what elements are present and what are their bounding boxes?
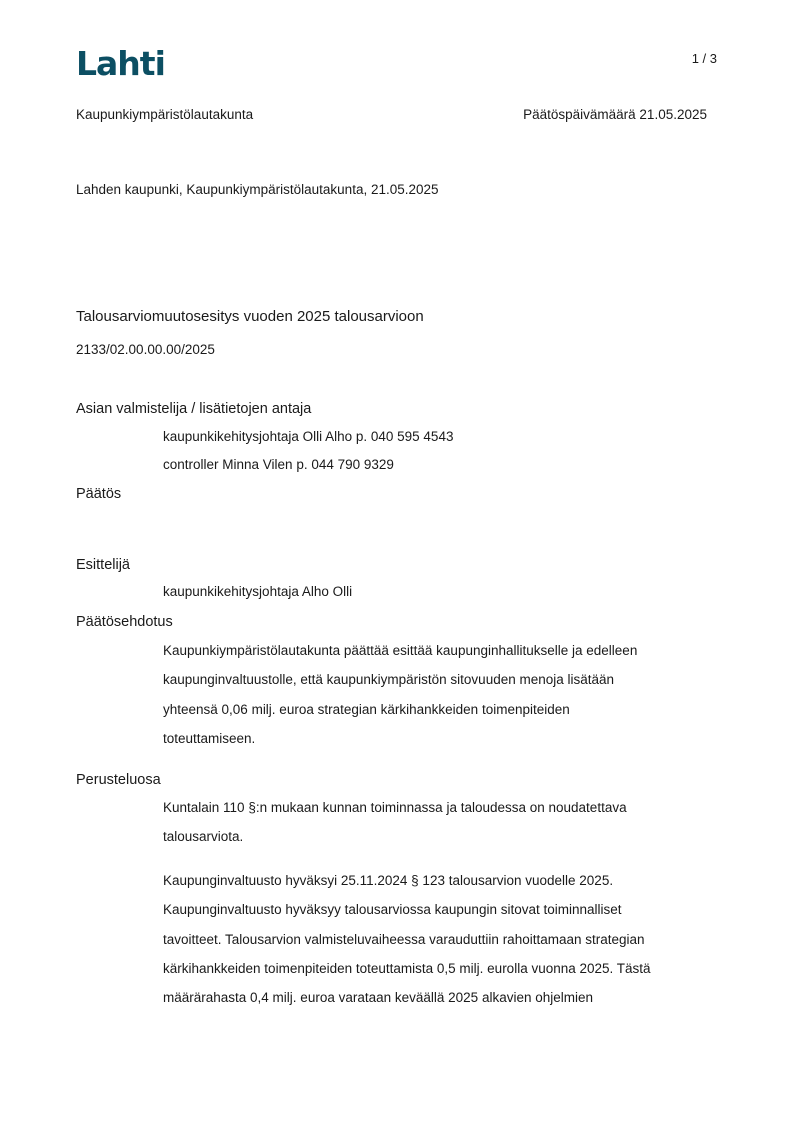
proposal-text [163,636,723,753]
document-title: Talousarviomuutosesitys vuoden 2025 talousarvioon [76,308,424,325]
rationale-line: tavoitteet. Talousarvion valmisteluvaiheessa varauduttiin rahoittamaan strategian [163,931,645,947]
case-number: 2133/02.00.00.00/2025 [76,342,215,357]
proposal-heading: Päätösehdotus [76,614,173,630]
rationale-line: määrärahasta 0,4 milj. euroa varataan keväällä 2025 alkavien ohjelmien [163,990,594,1006]
page-number: 1 / 3 [691,51,717,66]
proposal-line: Kaupunkiympäristölautakunta päättää esittää kaupunginhallitukselle ja edelleen [163,643,638,658]
presenter-heading: Esittelijä [76,557,130,573]
lahti-logo: Lahti [76,44,165,83]
rationale-heading: Perusteluosa [76,772,161,788]
preparer-line-2: controller Minna Vilen p. 044 790 9329 [163,457,394,472]
rationale-line: talousarviota. [163,829,244,845]
proposal-line: kaupunginvaltuustolle, että kaupunkiympäristön sitovuuden menoja lisätään [163,672,615,688]
rationale-line: kärkihankkeiden toimenpiteiden toteuttamista 0,5 milj. eurolla vuonna 2025. Tästä [163,960,651,976]
proposal-line: yhteensä 0,06 milj. euroa strategian kärkihankkeiden toimenpiteiden [163,701,570,717]
meeting-line: Lahden kaupunki, Kaupunkiympäristölautakunta, 21.05.2025 [76,182,439,197]
rationale-line: Kaupunginvaltuusto hyväksyi 25.11.2024 § 123 talousarvion vuodelle 2025. [163,873,614,888]
preparer-heading: Asian valmistelija / lisätietojen antaja [76,401,312,417]
rationale-paragraph-2 [163,866,723,1012]
preparer-line-1: kaupunkikehitysjohtaja Olli Alho p. 040 595 4543 [163,429,454,444]
decision-heading: Päätös [76,486,122,502]
rationale-paragraph-1 [163,793,723,852]
rationale-line: Kuntalain 110 §:n mukaan kunnan toiminnassa ja taloudessa on noudatettava [163,800,627,815]
organization-name: Kaupunkiympäristölautakunta [76,107,254,122]
decision-date: Päätöspäivämäärä 21.05.2025 [523,107,707,122]
proposal-line: toteuttamiseen. [163,730,256,746]
rationale-line: Kaupunginvaltuusto hyväksyy talousarviossa kaupungin sitovat toiminnalliset [163,902,622,918]
presenter-name: kaupunkikehitysjohtaja Alho Olli [163,584,353,599]
